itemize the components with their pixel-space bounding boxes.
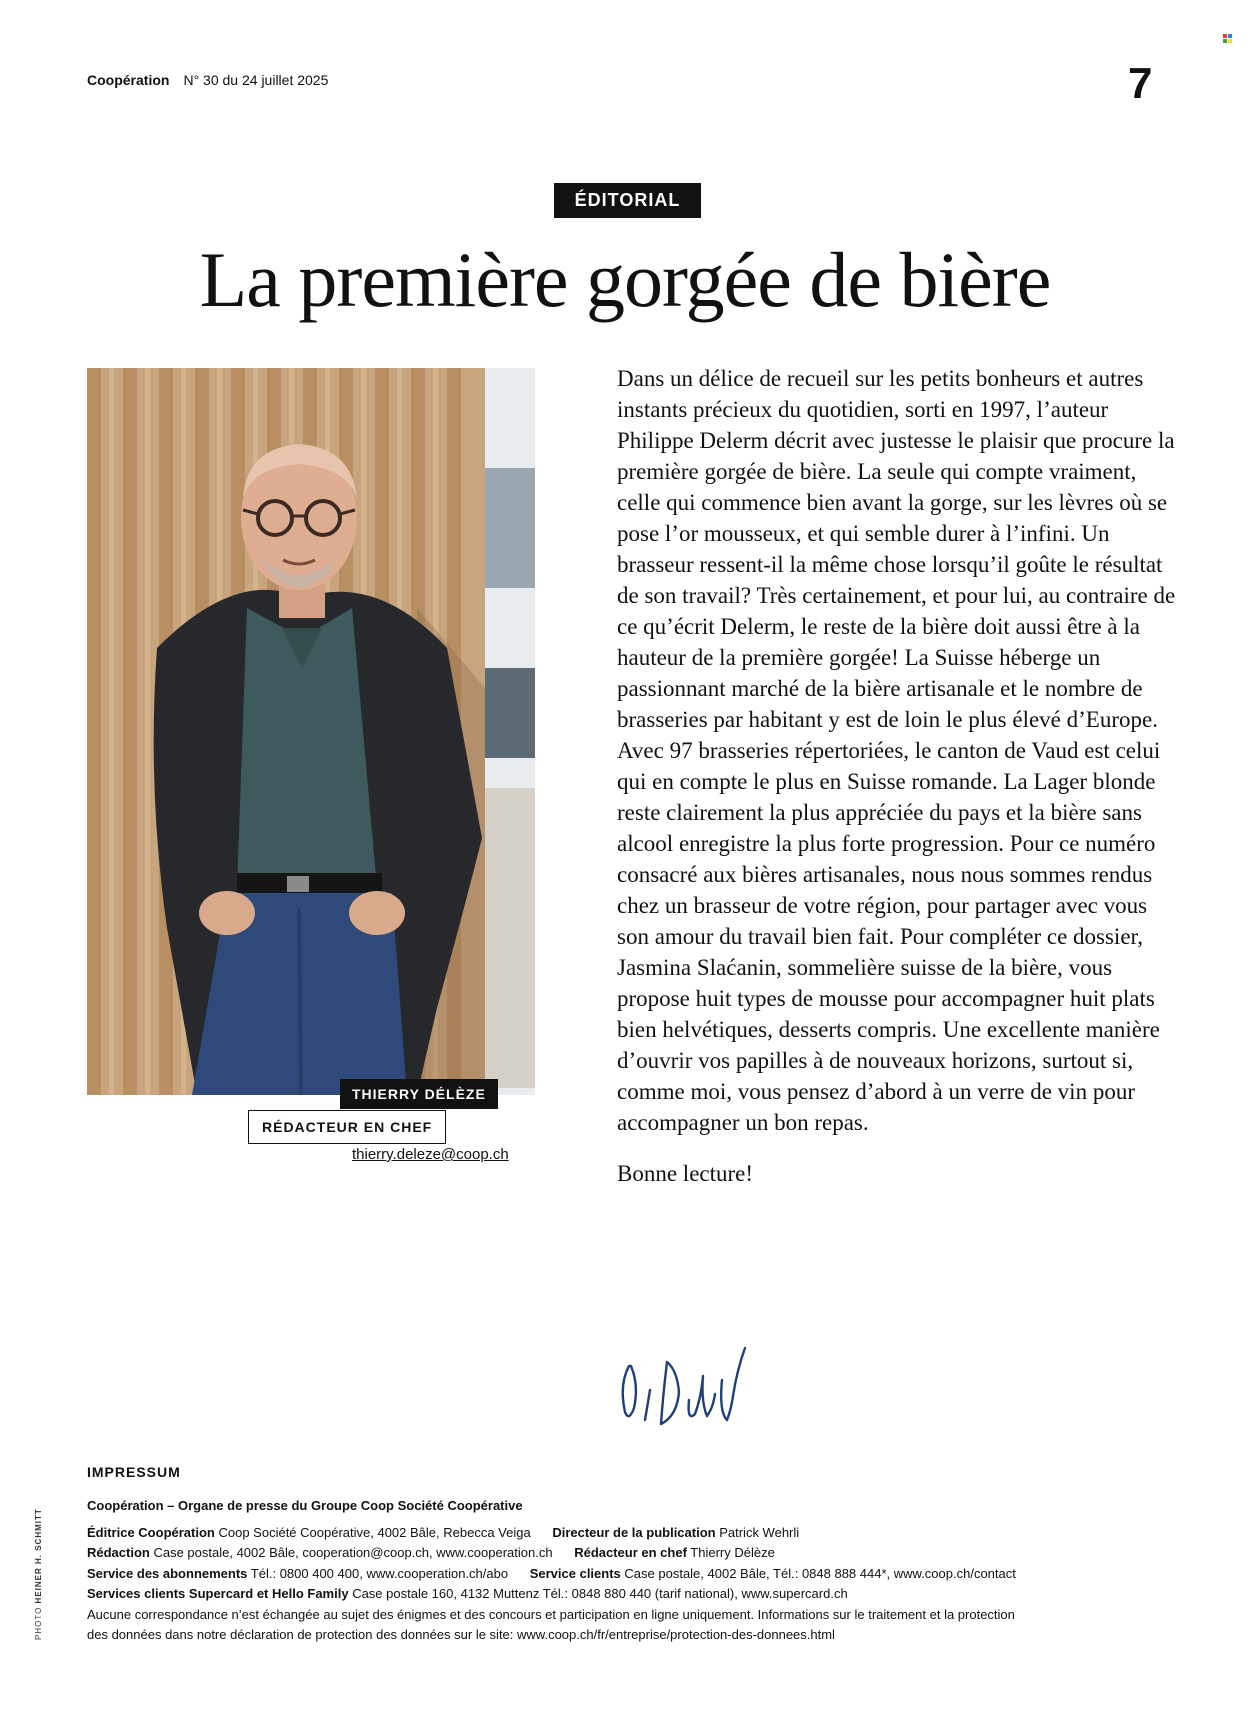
photo-credit-label: PHOTO [34, 1606, 43, 1640]
abonnements-value: Tél.: 0800 400 400, www.cooperation.ch/abo [250, 1565, 509, 1581]
author-email-link[interactable]: thierry.deleze@coop.ch [352, 1146, 509, 1163]
photo-credit-name: HEINER H. SCHMITT [34, 1508, 43, 1604]
redacteur-label: Rédacteur en chef [574, 1545, 687, 1560]
photo-credit [34, 1508, 43, 1640]
redacteur-value: Thierry Délèze [690, 1545, 775, 1560]
editrice-value: Coop Société Coopérative, 4002 Bâle, Rebecca Veiga [218, 1524, 531, 1540]
issue-info: N° 30 du 24 juillet 2025 [183, 72, 329, 88]
impressum-block [87, 1496, 1187, 1646]
closing-line: Bonne lecture! [617, 1161, 754, 1186]
supercard-label: Services clients Supercard et Hello Family [87, 1586, 349, 1601]
directeur-value: Patrick Wehrli [719, 1524, 800, 1540]
directeur-label: Directeur de la publication [552, 1524, 716, 1540]
privacy-notice-line2: des données dans notre déclaration de protection des données sur le site: www.coop.ch/fr/entreprise/protection-des-donnees.html [87, 1627, 835, 1642]
clients-label: Service clients [529, 1565, 621, 1581]
privacy-notice-line1: Aucune correspondance n’est échangée au sujet des énigmes et des concours et participation en ligne uniquement. Informations sur le traitement et la protection [87, 1606, 1015, 1622]
redaction-label: Rédaction [87, 1545, 150, 1560]
supercard-value: Case postale 160, 4132 Muttenz Tél.: 0848 880 440 (tarif national), www.supercard.ch [352, 1586, 848, 1601]
page-number: 7 [1128, 59, 1153, 108]
editrice-label: Éditrice Coopération [87, 1524, 215, 1540]
author-signature-icon [617, 1340, 767, 1430]
publication-name: Coopération [87, 72, 170, 88]
author-name-tag: THIERRY DÉLÈZE [340, 1079, 498, 1109]
clients-value: Case postale, 4002 Bâle, Tél.: 0848 888 444*, www.coop.ch/contact [624, 1565, 1016, 1581]
redaction-value: Case postale, 4002 Bâle, cooperation@coop.ch, www.cooperation.ch [153, 1545, 553, 1560]
abonnements-label: Service des abonnements [87, 1565, 248, 1581]
author-role-tag: RÉDACTEUR EN CHEF [248, 1110, 446, 1144]
page-header [87, 72, 328, 88]
article-title: La première gorgée de bière [199, 236, 1051, 323]
body-paragraph: Dans un délice de recueil sur les petits bonheurs et autres instants précieux du quotidien, sorti en 1997, l’auteur Philippe Delerm décrit avec justesse le plaisir que procure la première gorgée de bière. La seule qui compte vraiment, celle qui commence bien avant la gorge, sur les lèvres où se pose l’or mousseux, et qui semble durer à l’infini. Un brasseur ressent-il la même chose lorsqu’il goûte le résultat de son travail? Très certainement, et pour lui, au contraire de ce qu’écrit Delerm, le reste de la bière doit aussi être à la hauteur de la première gorgée! La Suisse héberge un passionnant marché de la bière artisanale et le nombre de brasseries par habitant y est de loin le plus élevé d’Europe. Avec 97 brasseries répertoriées, le canton de Vaud est celui qui en compte le plus en Suisse romande. La Lager blonde reste clairement la plus appréciée du pays et la bière sans alcool enregistre la plus forte progression. Pour ce numéro consacré aux bières artisanales, nous nous sommes rendus chez un brasseur de votre région, pour partager avec vous son amour du travail bien fait. Pour compléter ce dossier, Jasmina Slaćanin, sommelière suisse de la bière, vous propose huit types de mousse pour accompagner huit plats bien helvétiques, desserts compris. Une excellente manière d’ouvrir vos papilles à de nouveaux horizons, surtout si, comme moi, vous pensez d’abord à un verre de vin pour accompagner un bon repas. [617, 366, 1176, 1135]
article-body [617, 363, 1177, 1189]
impressum-heading: IMPRESSUM [87, 1464, 181, 1480]
impressum-organ: Coopération – Organe de presse du Groupe Coop Société Coopérative [87, 1498, 523, 1513]
print-marks-icon [1223, 34, 1232, 43]
author-photo [87, 368, 535, 1095]
section-kicker: ÉDITORIAL [554, 183, 701, 218]
